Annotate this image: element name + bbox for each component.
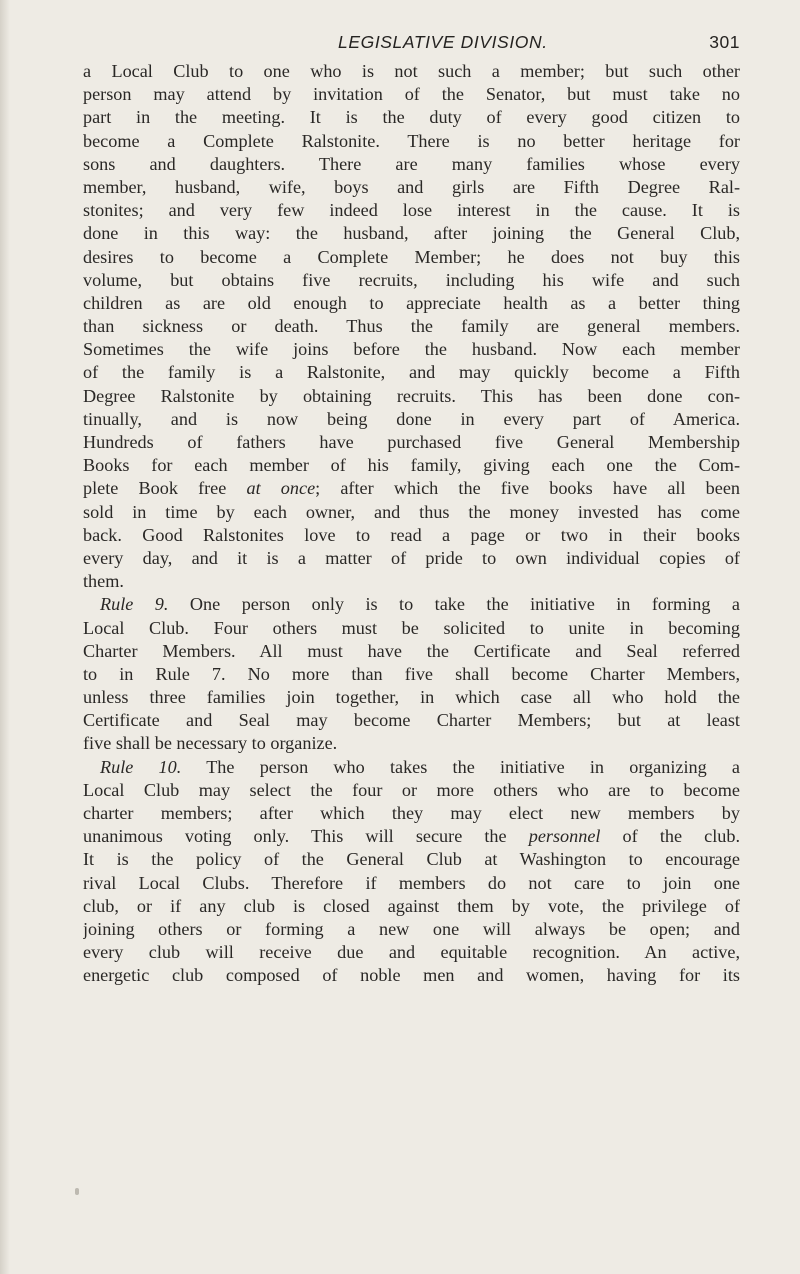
text-segment: energetic club composed of noble men and women, having for its xyxy=(83,965,740,986)
text-line xyxy=(83,176,740,199)
text-segment: than sickness or death. Thus the family are general members. xyxy=(83,316,740,337)
text-segment: five shall be necessary to organize. xyxy=(83,733,338,754)
text-line xyxy=(83,454,740,477)
text-segment: One person only is to take the initiative in forming a xyxy=(168,594,740,615)
text-line xyxy=(83,408,740,431)
text-segment: plete Book free xyxy=(83,478,247,499)
text-segment: Charter Members. All must have the Certificate and Seal referred xyxy=(83,640,740,661)
text-line xyxy=(83,222,740,245)
text-segment: stonites; and very few indeed lose interest in the cause. It is xyxy=(83,200,740,221)
text-line xyxy=(83,83,740,106)
text-segment: Local Club. Four others must be solicited to unite in becoming xyxy=(83,617,740,638)
text-line xyxy=(83,756,740,779)
text-segment: club, or if any club is closed against them by vote, the privilege of xyxy=(83,895,740,916)
print-speck xyxy=(75,1188,79,1195)
text-line xyxy=(83,941,740,964)
italic-text: Rule 10. xyxy=(100,756,182,777)
page-number: 301 xyxy=(709,32,740,52)
text-line xyxy=(83,338,740,361)
text-segment: unless three families join together, in which case all who hold the xyxy=(83,687,740,708)
text-segment: of the family is a Ralstonite, and may quickly become a Fifth xyxy=(83,362,740,383)
text-segment: them. xyxy=(83,571,124,592)
text-segment: of the club. xyxy=(600,826,740,847)
text-line xyxy=(83,385,740,408)
running-head xyxy=(0,26,800,54)
text-segment: sold in time by each owner, and thus the money invested has come xyxy=(83,501,740,522)
text-segment: tinually, and is now being done in every part of America. xyxy=(83,408,740,429)
text-segment: become a Complete Ralstonite. There is no better heritage for xyxy=(83,130,740,151)
italic-text: at once xyxy=(246,478,316,499)
text-line xyxy=(83,246,740,269)
text-segment: The person who takes the initiative in organizing a xyxy=(181,756,740,777)
text-segment: to in Rule 7. No more than five shall become Charter Members, xyxy=(83,663,740,684)
text-line xyxy=(83,802,740,825)
text-segment: unanimous voting only. This will secure the xyxy=(83,826,529,847)
italic-text: personnel xyxy=(528,826,601,847)
text-segment: every club will receive due and equitable recognition. An active, xyxy=(83,942,740,963)
text-segment: a Local Club to one who is not such a member; but such other xyxy=(83,61,740,81)
text-line xyxy=(83,709,740,732)
text-line xyxy=(83,895,740,918)
text-line xyxy=(83,524,740,547)
text-segment: rival Local Clubs. Therefore if members do not care to join one xyxy=(83,872,740,893)
text-segment: back. Good Ralstonites love to read a page or two in their books xyxy=(83,524,740,545)
text-line xyxy=(83,617,740,640)
text-segment: done in this way: the husband, after joining the General Club, xyxy=(83,223,740,244)
text-segment: Local Club may select the four or more others who are to become xyxy=(83,779,740,800)
text-line xyxy=(83,60,740,83)
text-line xyxy=(83,825,740,848)
text-line xyxy=(83,501,740,524)
text-line xyxy=(83,593,740,616)
text-segment: ; after which the five books have all been xyxy=(315,478,740,499)
text-segment: every day, and it is a matter of pride to own individual copies of xyxy=(83,547,740,568)
text-segment: person may attend by invitation of the Senator, but must take no xyxy=(83,84,740,105)
text-segment: member, husband, wife, boys and girls are Fifth Degree Ral- xyxy=(83,176,740,197)
italic-text: Rule 9. xyxy=(100,594,169,615)
text-line xyxy=(83,199,740,222)
text-segment: Degree Ralstonite by obtaining recruits. This has been done con- xyxy=(83,385,740,406)
text-line xyxy=(83,570,740,593)
text-line xyxy=(83,547,740,570)
text-line xyxy=(83,153,740,176)
running-title: LEGISLATIVE DIVISION. xyxy=(338,32,548,52)
text-segment: Sometimes the wife joins before the husband. Now each member xyxy=(83,339,740,360)
text-line xyxy=(83,779,740,802)
text-segment: Certificate and Seal may become Charter Members; but at least xyxy=(83,710,740,731)
text-line xyxy=(83,663,740,686)
text-line xyxy=(83,964,740,987)
text-line xyxy=(83,686,740,709)
text-segment: Books for each member of his family, giving each one the Com- xyxy=(83,455,740,476)
text-segment: charter members; after which they may elect new members by xyxy=(83,803,740,823)
text-line xyxy=(83,732,740,755)
text-line xyxy=(83,640,740,663)
text-line xyxy=(83,477,740,500)
text-line xyxy=(83,431,740,454)
text-segment: It is the policy of the General Club at Washington to encourage xyxy=(83,849,740,870)
page-gutter-shadow xyxy=(0,0,10,1274)
text-line xyxy=(83,361,740,384)
text-segment: part in the meeting. It is the duty of every good citizen to xyxy=(83,107,740,128)
text-segment: Hundreds of fathers have purchased five General Membership xyxy=(83,432,740,452)
text-line xyxy=(83,269,740,292)
text-segment: sons and daughters. There are many families whose every xyxy=(83,153,740,174)
text-segment: children as are old enough to appreciate health as a better thing xyxy=(83,292,740,313)
text-line xyxy=(83,918,740,941)
text-segment: joining others or forming a new one will always be open; and xyxy=(83,918,740,939)
text-line xyxy=(83,872,740,895)
body-text xyxy=(83,60,740,988)
text-line xyxy=(83,130,740,153)
text-segment: volume, but obtains five recruits, including his wife and such xyxy=(83,269,740,290)
text-line xyxy=(83,315,740,338)
text-segment: desires to become a Complete Member; he does not buy this xyxy=(83,246,740,267)
text-line xyxy=(83,292,740,315)
text-line xyxy=(83,106,740,129)
text-line xyxy=(83,848,740,871)
